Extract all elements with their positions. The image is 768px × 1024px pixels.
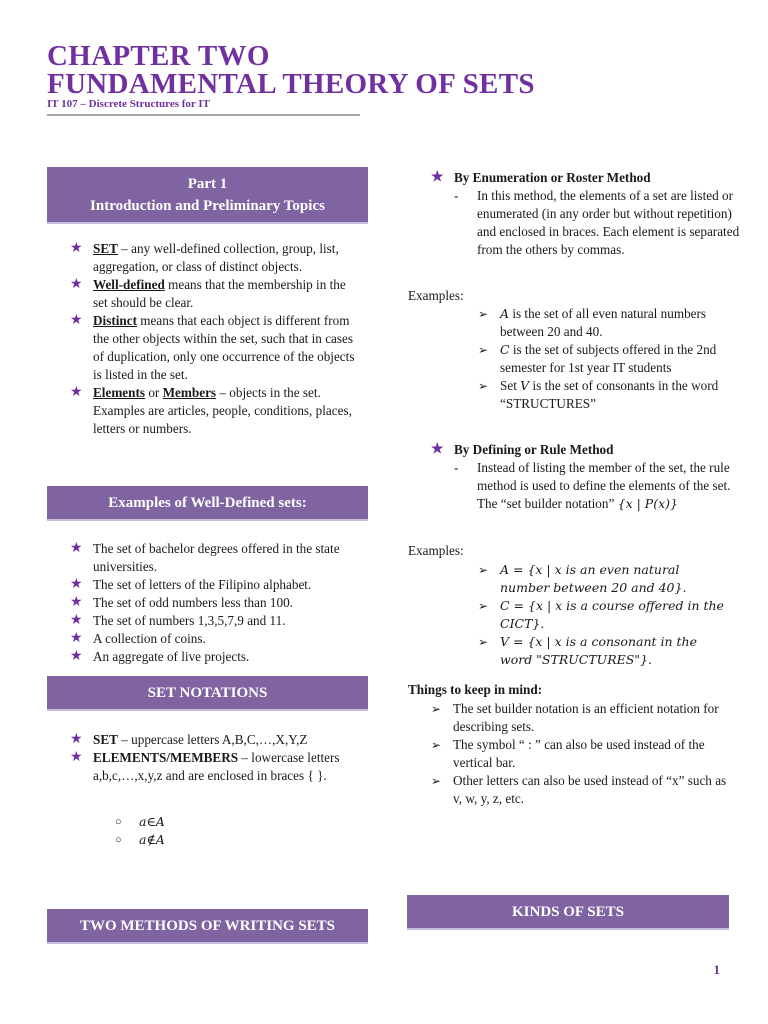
star-bullet-icon: ★ xyxy=(70,613,83,628)
examples-list xyxy=(70,540,363,666)
tip-text: Other letters can also be used instead of “x” such as v, w, y, z, etc. xyxy=(453,773,727,806)
term-elements: Elements xyxy=(93,385,146,400)
element-of-symbol: a∈A xyxy=(139,814,165,829)
definition-text: – any well-defined collection, group, list, aggregation, or class of distinct objects. xyxy=(93,241,339,274)
set-variable: C xyxy=(500,342,510,357)
set-builder-example: A = {x | x is an even natural number between 20 and 40}. xyxy=(500,562,687,595)
header-divider xyxy=(47,114,360,116)
star-bullet-icon: ★ xyxy=(70,385,83,400)
arrow-bullet-icon: ➢ xyxy=(478,599,489,613)
circle-bullet-icon: ○ xyxy=(115,816,122,828)
star-bullet-icon: ★ xyxy=(70,595,83,610)
list-item xyxy=(70,276,363,312)
dash-bullet-icon: - xyxy=(454,188,459,203)
list-item xyxy=(478,341,720,377)
intro-list xyxy=(70,240,363,438)
example-text: is the set of consonants in the word “STRUCTURES” xyxy=(500,378,719,411)
part-one-bar xyxy=(47,167,368,224)
symbol-list xyxy=(115,813,289,849)
part-number: Part 1 xyxy=(187,175,228,192)
star-bullet-icon: ★ xyxy=(70,732,83,747)
set-builder-formula: {x | P(x)} xyxy=(617,496,678,511)
set-variable: V xyxy=(520,378,530,393)
page-number: 1 xyxy=(713,962,720,977)
chapter-label: CHAPTER TWO xyxy=(47,40,270,72)
star-bullet-icon: ★ xyxy=(70,649,83,664)
keep-in-mind-list xyxy=(431,700,728,808)
list-item xyxy=(70,612,363,630)
tip-text: The symbol “ : ” can also be used instead of the vertical bar. xyxy=(453,737,705,770)
definition-text: – objects in the set. Examples are articles, people, conditions, places, letters or numbers. xyxy=(93,385,352,436)
example-text: A collection of coins. xyxy=(93,631,206,646)
example-text: The set of bachelor degrees offered in the state universities. xyxy=(93,541,340,574)
list-item xyxy=(431,772,728,808)
list-item xyxy=(115,831,289,849)
list-item xyxy=(478,597,725,633)
list-item xyxy=(70,630,363,648)
star-bullet-icon: ★ xyxy=(431,442,444,457)
star-bullet-icon: ★ xyxy=(70,750,83,765)
definition-text: means that the membership in the set should be clear. xyxy=(93,277,346,310)
part-title: Introduction and Preliminary Topics xyxy=(90,197,325,214)
rule-text: Instead of listing the member of the set, the rule method is used to define the elements of the set. The “set builder notation” xyxy=(477,460,731,511)
list-item xyxy=(70,749,363,785)
definition-text: – uppercase letters A,B,C,…,X,Y,Z xyxy=(117,732,308,747)
rule-heading-text: By Defining or Rule Method xyxy=(454,442,614,457)
set-builder-example: C = {x | x is a course offered in the CICT}. xyxy=(500,598,724,631)
list-item xyxy=(70,648,363,666)
roster-heading-text: By Enumeration or Roster Method xyxy=(454,170,651,185)
list-item xyxy=(70,240,363,276)
star-bullet-icon: ★ xyxy=(70,541,83,556)
example-text: is the set of all even natural numbers between 20 and 40. xyxy=(500,306,707,339)
star-bullet-icon: ★ xyxy=(70,313,83,328)
examples-label: Examples: xyxy=(408,543,464,558)
definition-text: means that each object is different from the other objects within the set, such that in cases of duplication, only one occurrence of the objects is listed in the set. xyxy=(93,313,355,382)
list-item xyxy=(478,561,725,597)
list-item xyxy=(431,700,728,736)
keep-in-mind-heading: Things to keep in mind: xyxy=(408,682,543,697)
dash-bullet-icon: - xyxy=(454,460,459,475)
term-well-defined: Well-defined xyxy=(93,277,165,292)
example-text: is the set of subjects offered in the 2nd semester for 1st year IT students xyxy=(500,342,717,375)
list-item xyxy=(70,576,363,594)
list-item xyxy=(70,312,363,384)
arrow-bullet-icon: ➢ xyxy=(478,343,489,357)
set-builder-example: V = {x | x is a consonant in the word "STRUCTURES"}. xyxy=(500,634,698,667)
rule-examples xyxy=(478,561,725,669)
roster-heading xyxy=(431,169,651,187)
example-prefix: Set xyxy=(500,378,521,393)
roster-description xyxy=(454,187,747,259)
list-item xyxy=(115,813,289,831)
page-title: FUNDAMENTAL THEORY OF SETS xyxy=(47,68,535,100)
definition-text: – lowercase letters a,b,c,…,x,y,z and are enclosed in braces { }. xyxy=(93,750,340,783)
example-text: An aggregate of live projects. xyxy=(93,649,250,664)
arrow-bullet-icon: ➢ xyxy=(431,702,442,716)
list-item xyxy=(431,736,728,772)
notations-list xyxy=(70,731,363,785)
arrow-bullet-icon: ➢ xyxy=(478,635,489,649)
tip-text: The set builder notation is an efficient notation for describing sets. xyxy=(453,701,719,734)
set-variable: A xyxy=(500,306,510,321)
star-bullet-icon: ★ xyxy=(431,170,444,185)
star-bullet-icon: ★ xyxy=(70,577,83,592)
example-text: The set of odd numbers less than 100. xyxy=(93,595,293,610)
kinds-of-sets-bar: KINDS OF SETS xyxy=(407,895,729,930)
arrow-bullet-icon: ➢ xyxy=(478,307,489,321)
connector-text: or xyxy=(145,385,163,400)
rule-heading xyxy=(431,441,614,459)
list-item xyxy=(478,305,720,341)
set-notations-bar: SET NOTATIONS xyxy=(47,676,368,711)
list-item xyxy=(478,633,725,669)
roster-text: In this method, the elements of a set are listed or enumerated (in any order but without repetition) and enclosed in braces. Each element is separated from the others by commas. xyxy=(477,188,740,257)
two-methods-bar: TWO METHODS OF WRITING SETS xyxy=(47,909,368,944)
course-label: IT 107 – Discrete Structures for IT xyxy=(47,98,210,110)
examples-label: Examples: xyxy=(408,288,464,303)
list-item xyxy=(70,594,363,612)
term-set: SET xyxy=(93,241,118,256)
list-item xyxy=(70,384,363,438)
roster-examples xyxy=(478,305,720,413)
list-item xyxy=(478,377,720,413)
example-text: The set of numbers 1,3,5,7,9 and 11. xyxy=(93,613,286,628)
not-element-of-symbol: a∉A xyxy=(139,832,165,847)
star-bullet-icon: ★ xyxy=(70,277,83,292)
term-elements-members: ELEMENTS/MEMBERS xyxy=(93,750,239,765)
circle-bullet-icon: ○ xyxy=(115,834,122,846)
list-item xyxy=(70,731,363,749)
arrow-bullet-icon: ➢ xyxy=(431,738,442,752)
example-text: The set of letters of the Filipino alphabet. xyxy=(93,577,312,592)
arrow-bullet-icon: ➢ xyxy=(431,774,442,788)
examples-bar: Examples of Well-Defined sets: xyxy=(47,486,368,521)
term-members: Members xyxy=(162,385,217,400)
term-distinct: Distinct xyxy=(93,313,137,328)
list-item xyxy=(70,540,363,576)
star-bullet-icon: ★ xyxy=(70,631,83,646)
rule-description xyxy=(454,459,739,513)
term-set: SET xyxy=(93,732,118,747)
arrow-bullet-icon: ➢ xyxy=(478,563,489,577)
star-bullet-icon: ★ xyxy=(70,241,83,256)
arrow-bullet-icon: ➢ xyxy=(478,379,489,393)
